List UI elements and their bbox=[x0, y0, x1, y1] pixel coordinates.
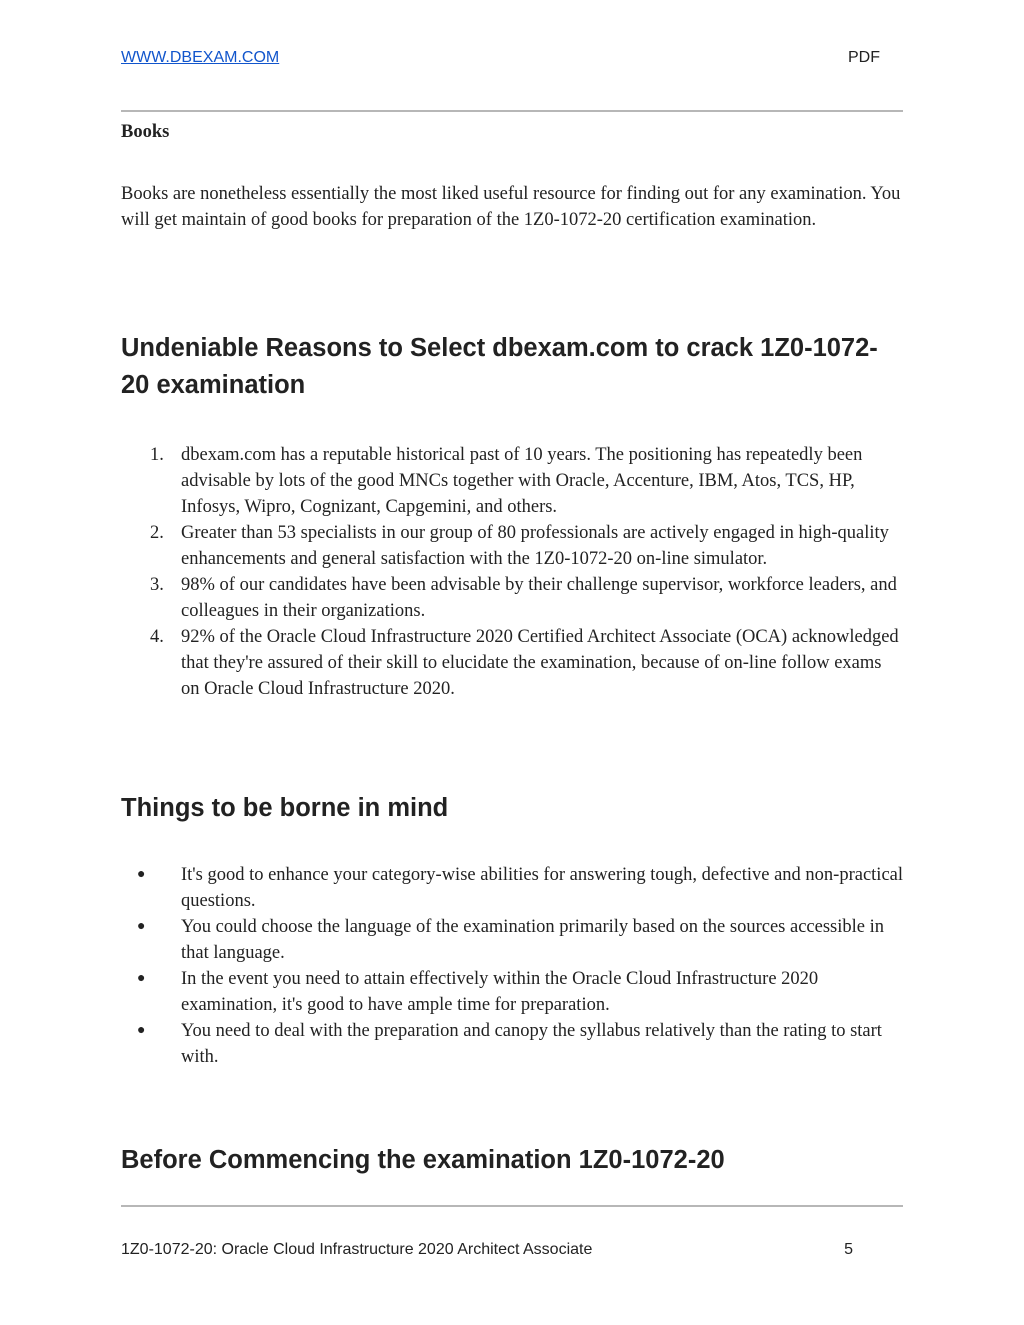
list-item bbox=[121, 966, 903, 1018]
header-divider bbox=[121, 110, 903, 112]
list-item-text: You need to deal with the preparation and canopy the syllabus relatively than the rating to start with. bbox=[181, 1021, 882, 1067]
reasons-list bbox=[121, 442, 903, 702]
books-title: Books bbox=[121, 122, 170, 142]
header-pdf-label: PDF bbox=[848, 49, 880, 66]
list-item-text: 92% of the Oracle Cloud Infrastructure 2020 Certified Architect Associate (OCA) acknowledged that they're assured of their skill to elucidate the examination, because of on-line follow exams on Oracle Cloud Infrastructure 2020. bbox=[181, 627, 899, 699]
site-link[interactable]: WWW.DBEXAM.COM bbox=[121, 49, 280, 66]
bullet-icon: ● bbox=[137, 867, 146, 882]
mind-list bbox=[121, 862, 903, 1070]
document-page bbox=[121, 0, 903, 1325]
list-item bbox=[121, 442, 903, 520]
list-item-text: It's good to enhance your category-wise abilities for answering tough, defective and non-practical questions. bbox=[181, 865, 904, 911]
mind-heading: Things to be borne in mind bbox=[121, 794, 449, 822]
bullet-icon: ● bbox=[137, 971, 146, 986]
before-heading: Before Commencing the examination 1Z0-1072-20 bbox=[121, 1146, 725, 1174]
list-item-text: You could choose the language of the examination primarily based on the sources accessible in that language. bbox=[181, 917, 884, 963]
reasons-heading: Undeniable Reasons to Select dbexam.com to crack 1Z0-1072-20 examination bbox=[121, 334, 878, 399]
list-item bbox=[121, 862, 903, 914]
books-paragraph: Books are nonetheless essentially the most liked useful resource for finding out for any examination. You will get maintain of good books for preparation of the 1Z0-1072-20 certification examination. bbox=[121, 184, 901, 230]
list-item-text: In the event you need to attain effectively within the Oracle Cloud Infrastructure 2020 examination, it's good to have ample time for preparation. bbox=[181, 969, 819, 1015]
page-number: 5 bbox=[844, 1241, 853, 1258]
list-item bbox=[121, 1018, 903, 1070]
list-item-text: Greater than 53 specialists in our group of 80 professionals are actively engaged in high-quality enhancements and general satisfaction with the 1Z0-1072-20 on-line simulator. bbox=[181, 523, 889, 569]
bullet-icon: ● bbox=[137, 919, 146, 934]
list-item bbox=[121, 914, 903, 966]
list-number: 3. bbox=[150, 575, 164, 595]
footer-divider bbox=[121, 1205, 903, 1207]
list-item bbox=[121, 624, 903, 702]
footer-title: 1Z0-1072-20: Oracle Cloud Infrastructure 2020 Architect Associate bbox=[121, 1241, 593, 1258]
list-number: 1. bbox=[150, 445, 164, 465]
bullet-icon: ● bbox=[137, 1023, 146, 1038]
list-item bbox=[121, 520, 903, 572]
list-item bbox=[121, 572, 903, 624]
list-item-text: dbexam.com has a reputable historical past of 10 years. The positioning has repeatedly been advisable by lots of the good MNCs together with Oracle, Accenture, IBM, Atos, TCS, HP, Infosys, Wipro, Cognizant, Capgemini, and others. bbox=[181, 445, 863, 517]
list-number: 4. bbox=[150, 627, 164, 647]
list-item-text: 98% of our candidates have been advisable by their challenge supervisor, workforce leaders, and colleagues in their organizations. bbox=[181, 575, 897, 621]
list-number: 2. bbox=[150, 523, 164, 543]
